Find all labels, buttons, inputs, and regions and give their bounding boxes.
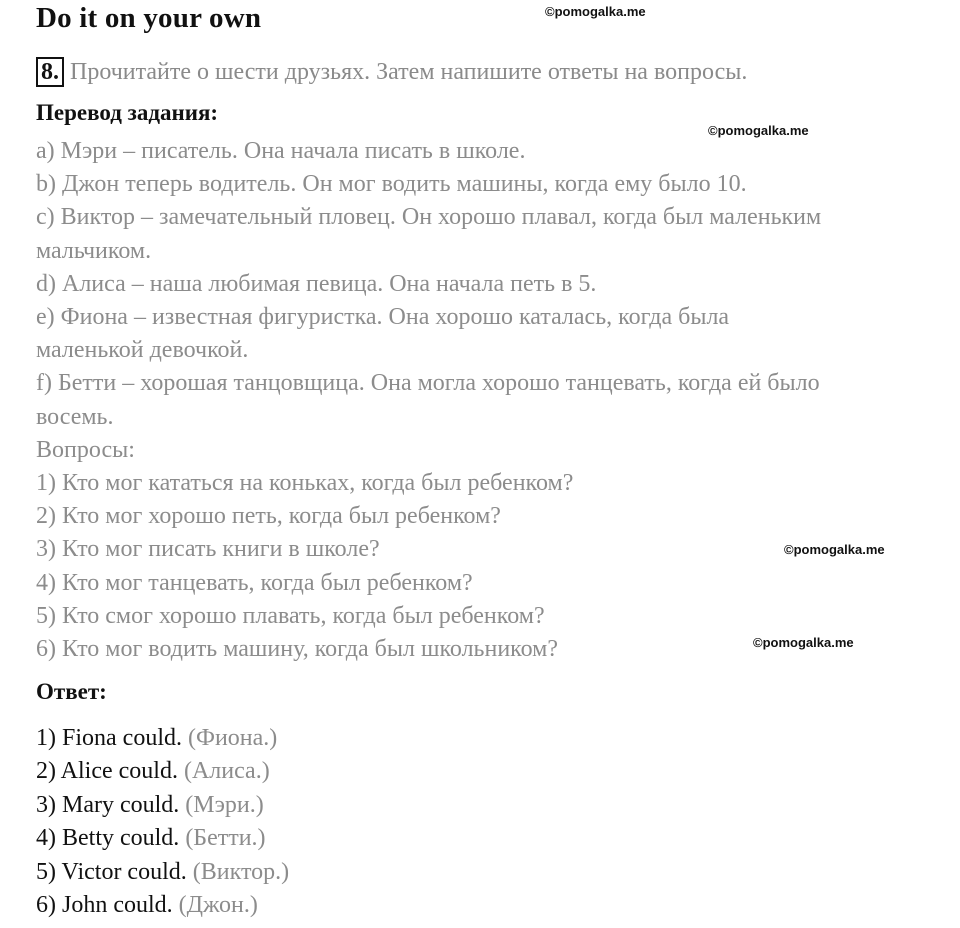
translation-title: Перевод задания: bbox=[36, 100, 219, 125]
answer-english: 2) Alice could. bbox=[36, 758, 178, 785]
answer-block bbox=[36, 722, 936, 922]
watermark: ©pomogalka.me bbox=[708, 123, 809, 138]
answer-line bbox=[36, 856, 936, 889]
answer-english: 6) John could. bbox=[36, 892, 173, 919]
answer-english: 3) Mary could. bbox=[36, 791, 180, 818]
page-title: Do it on your own bbox=[36, 2, 262, 34]
watermark: ©pomogalka.me bbox=[784, 542, 885, 557]
answer-english: 5) Victor could. bbox=[36, 858, 187, 885]
questions-label: Вопросы: bbox=[36, 436, 135, 463]
answer-translation: (Фиона.) bbox=[187, 725, 278, 751]
answer-line bbox=[36, 789, 936, 822]
translation-line: c) Виктор – замечательный пловец. Он хорошо плавал, когда был маленьким bbox=[36, 204, 822, 231]
answer-translation: (Виктор.) bbox=[192, 858, 290, 885]
translation-line: f) Бетти – хорошая танцовщица. Она могла хорошо танцевать, когда ей было bbox=[36, 370, 820, 397]
answer-line bbox=[36, 755, 936, 788]
translation-block bbox=[36, 135, 936, 666]
answer-line bbox=[36, 722, 936, 755]
question-line: 3) Кто мог писать книги в школе? bbox=[36, 536, 380, 563]
watermark: ©pomogalka.me bbox=[545, 4, 646, 19]
translation-line: a) Мэри – писатель. Она начала писать в школе. bbox=[36, 138, 526, 164]
answer-line bbox=[36, 889, 936, 922]
task-header bbox=[36, 56, 747, 88]
translation-line: мальчиком. bbox=[36, 237, 152, 264]
translation-line: b) Джон теперь водитель. Он мог водить машины, когда ему было 10. bbox=[36, 171, 747, 198]
answer-english: 4) Betty could. bbox=[36, 825, 180, 852]
task-instruction: Прочитайте о шести друзьях. Затем напишите ответы на вопросы. bbox=[70, 58, 748, 85]
translation-line: восемь. bbox=[36, 403, 114, 430]
answer-english: 1) Fiona could. bbox=[36, 725, 182, 751]
task-number-box: 8. bbox=[36, 57, 64, 87]
answer-translation: (Мэри.) bbox=[185, 791, 264, 818]
question-line: 2) Кто мог хорошо петь, когда был ребенком? bbox=[36, 503, 501, 530]
translation-line: d) Алиса – наша любимая певица. Она начала петь в 5. bbox=[36, 270, 597, 297]
answer-translation: (Алиса.) bbox=[183, 758, 270, 785]
answer-translation: (Бетти.) bbox=[185, 825, 266, 852]
question-line: 1) Кто мог кататься на коньках, когда был ребенком? bbox=[36, 470, 574, 497]
answer-translation: (Джон.) bbox=[178, 892, 258, 919]
watermark: ©pomogalka.me bbox=[753, 635, 854, 650]
answer-title: Ответ: bbox=[36, 679, 107, 704]
question-line: 5) Кто смог хорошо плавать, когда был ребенком? bbox=[36, 602, 545, 629]
answer-line bbox=[36, 822, 936, 855]
translation-line: маленькой девочкой. bbox=[36, 337, 249, 364]
question-line: 6) Кто мог водить машину, когда был школьником? bbox=[36, 636, 558, 663]
question-line: 4) Кто мог танцевать, когда был ребенком? bbox=[36, 569, 473, 596]
translation-line: e) Фиона – известная фигуристка. Она хорошо каталась, когда была bbox=[36, 304, 730, 331]
